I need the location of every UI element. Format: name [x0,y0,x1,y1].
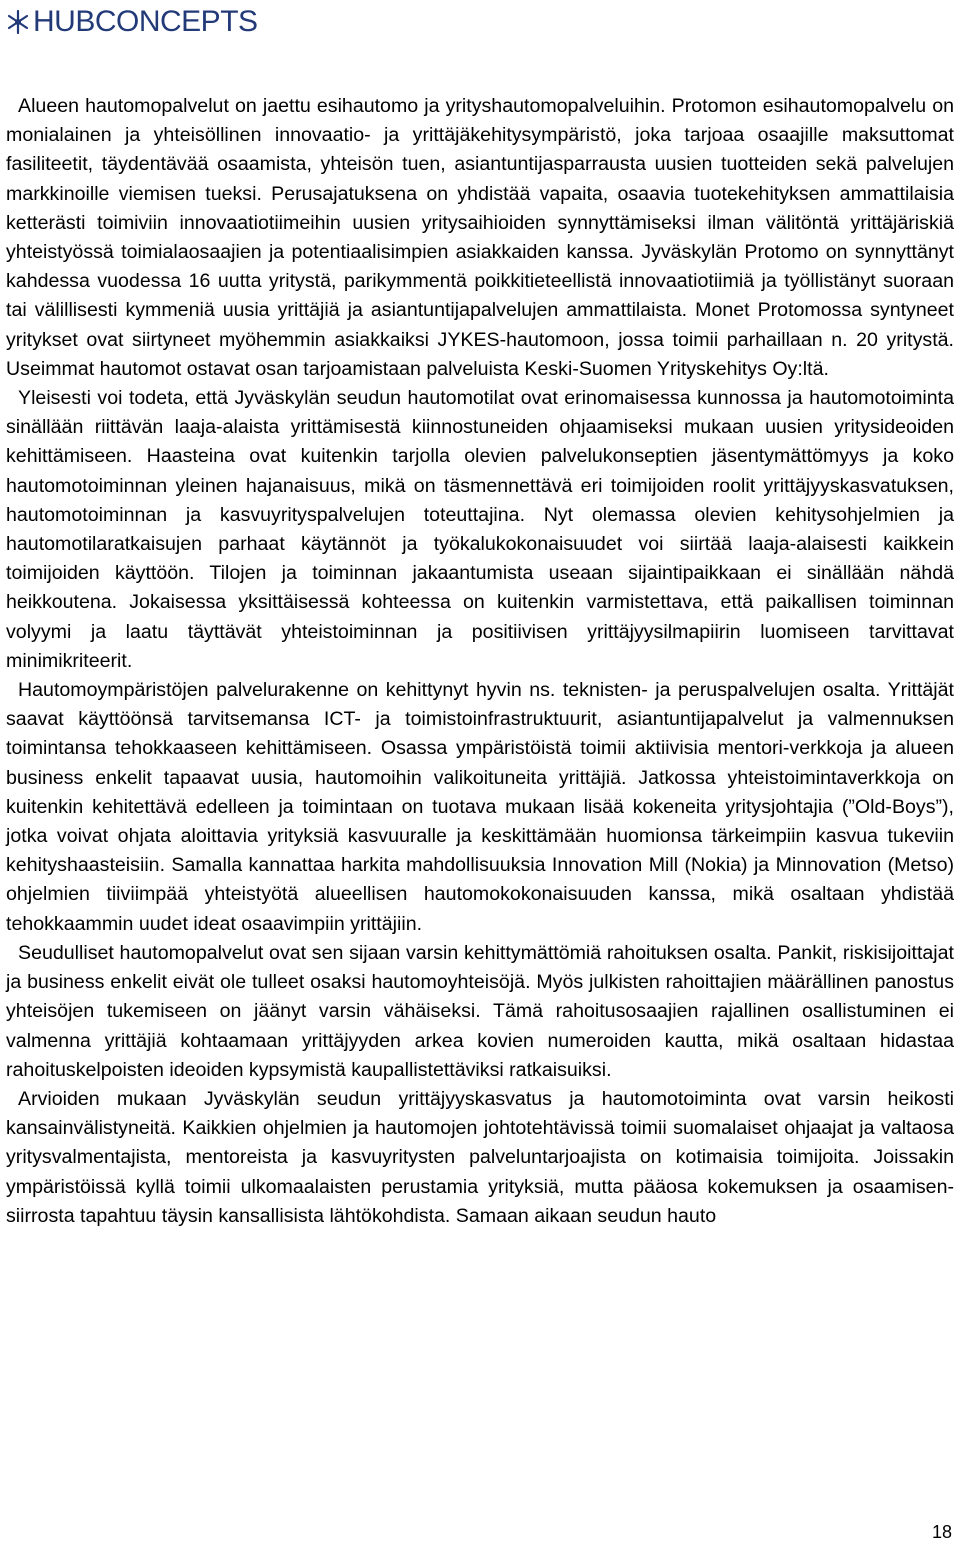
paragraph-1: Alueen hautomopalvelut on jaettu esihautomo ja yrityshautomopalveluihin. Protomon esihautomopalvelu on monialainen ja yhteisöllinen innovaatio- ja yrittäjäkehitysympäristö, joka tarjoaa osaajille maksuttomat fasiliteetit, täydentävää osaamista, yhteisön tuen, asiantuntijasparrausta uusien tuotteiden sekä palvelujen markkinoille viemisen tueksi. Perusajatuksena on yhdistää vapaita, osaavia tuotekehityksen ammattilaisia ketterästi toimiviin innovaatiotiimeihin uusien yritysaihioiden synnyttämiseksi ilman välitöntä yrittäjäriskiä yhteistyössä toimialaosaajien ja potentiaalisimpien asiakkaiden kanssa. Jyväskylän Protomo on synnyttänyt kahdessa vuodessa 16 uutta yritystä, parikymmentä poikkitieteellistä innovaatiotiimiä ja työllistänyt suoraan tai välillisesti kymmeniä uusia yrittäjiä ja asiantuntijapalvelujen ammattilaista. Monet Protomossa syntyneet yritykset ovat siirtyneet myöhemmin asiakkaiksi JYKES-hautomoon, jossa toimii parhaillaan n. 20 yritystä. Useimmat hautomot ostavat osan tarjoamistaan palveluista Keski-Suomen Yrityskehitys Oy:ltä. [6,95,954,380]
logo-text: HUBCONCEPTS [33,5,258,38]
paragraph-4: Seudulliset hautomopalvelut ovat sen sijaan varsin kehittymättömiä rahoituksen osalta. Pankit, riskisijoittajat ja business enkelit eivät ole tulleet osaksi hautomoyhteisöjä. Myös julkisten rahoittajien määrällinen panostus yhteisöjen tukemiseen on jäänyt varsin vähäiseksi. Tämä rahoitusosaajien rajallinen osallistuminen ei valmenna yrittäjiä kohtaamaan yrittäjyyden arkea kovien numeroiden kautta, mikä osaltaan hidastaa rahoituskelpoisten ideoiden kypsymistä kaupallistettäviksi ratkaisuiksi. [6,941,954,1081]
paragraph-5: Arvioiden mukaan Jyväskylän seudun yrittäjyyskasvatus ja hautomotoiminta ovat varsin heikosti kansainvälistyneitä. Kaikkien ohjelmien ja hautomojen johtotehtävissä toimii suomalaiset ohjaajat ja valtaosa yritysvalmentajista, mentoreista ja kasvuyritysten palveluntarjoajista on kotimaisia toimijoita. Joissakin ympäristöissä kyllä toimii ulkomaalaisten perustamia yrityksiä, mutta pääosa kokemuksen ja osaamisensiirrosta tapahtuu täysin kansallisista lähtökohdista. Samaan aikaan seudun hauto [6,1087,954,1227]
page-number: 18 [931,1522,952,1542]
paragraph-3: Hautomoympäristöjen palvelurakenne on kehittynyt hyvin ns. teknisten- ja peruspalvelujen osalta. Yrittäjät saavat käyttöönsä tarvitsemansa ICT- ja toimistoinfrastruktuurit, asiantuntijapalvelut ja valmennuksen toimintansa tehokkaaseen kehittämiseen. Osassa ympäristöistä toimii aktiivisia mentori-verkkoja ja alueen business enkelit tapaavat uusia, hautomoihin valikoituneita yrittäjiä. Jatkossa yhteistoimintaverkkoja on kuitenkin kehitettävä edelleen ja toimintaan on tuotava mukaan lisää kokeneita yritysjohtajia (”Old-Boys”), jotka voivat ohjata aloittavia yrityksiä kasvuuralle ja keskittämään huomionsa tärkeimpiin kasvua tukeviin kehityshaasteisiin. Samalla kannattaa harkita mahdollisuuksia Innovation Mill (Nokia) ja Minnovation (Metso) ohjelmien tiiviimpää yhteistyötä alueellisen hautomokokonaisuuden kanssa, mikä osaltaan yhdistää tehokkaammin uudet ideat osaavimpiin yrittäjiin. [6,679,954,935]
document-body [6,92,954,1231]
header-logo [6,0,258,44]
hubconcepts-logo-mark-icon [6,7,30,37]
paragraph-2: Yleisesti voi todeta, että Jyväskylän seudun hautomotilat ovat erinomaisessa kunnossa ja hautomotoiminta sinällään riittävän laaja-alaista yrittämisestä kiinnostuneiden ohjaamiseksi mukaan uusien yritysideoiden kehittämiseen. Haasteina ovat kuitenkin tarjolla olevien palvelukonseptien jäsentymättömyys ja koko hautomotoiminnan yleinen hajanaisuus, mikä on täsmennettävä eri toimijoiden roolit yrittäjyyskasvatuksen, hautomotoiminnan ja kasvuyrityspalvelujen toteuttajina. Nyt olemassa olevien kehitysohjelmien ja hautomotilaratkaisujen parhaat käytännöt ja työkalukokonaisuudet voi siirtää laaja-alaisesti kaikkein toimijoiden käyttöön. Tilojen ja toiminnan jakaantumista useaan sijaintipaikkaan ei sinällään nähdä heikkoutena. Jokaisessa yksittäisessä kohteessa on kuitenkin varmistettava, että paikallisen toiminnan volyymi ja laatu täyttävät yhteistoiminnan ja positiivisen yrittäjyysilmapiirin luomiseen tarvittavat minimikriteerit. [6,387,954,672]
